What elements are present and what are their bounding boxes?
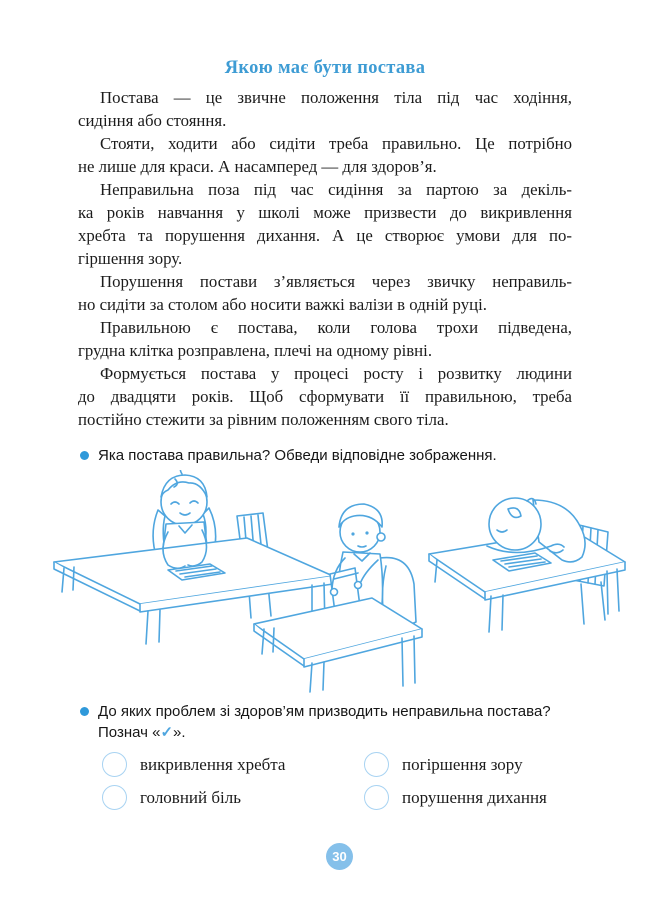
option-label: порушення дихання [402,787,547,807]
illustration-boy-standing[interactable] [250,496,428,696]
paragraph [78,132,572,178]
paragraph [78,86,572,132]
checkbox-circle[interactable] [102,785,127,810]
bullet-icon [80,707,89,716]
text-line: постійно стежити за рівним положенням свого тіла. [78,410,449,429]
checkbox-circle[interactable] [102,752,127,777]
paragraph [78,270,572,316]
text-line: Постава — це звичне положення тіла під час ходіння, [100,88,572,107]
task-mark-health-problems [80,701,576,743]
paragraph [78,362,572,431]
text-line: Стояти, ходити або сидіти треба правильно. Це потрібно [100,134,572,153]
text-line: Правильною є постава, коли голова трохи підведена, [100,318,572,337]
text-line: гіршення зору. [78,249,183,268]
option-label: головний біль [140,787,241,807]
text-line: Формується постава у процесі росту і розвитку людини [100,364,572,383]
paragraph [78,178,572,270]
task2-instruction [98,722,551,743]
task2-question: До яких проблем зі здоров’ям призводить неправильна постава? [98,703,551,720]
page-number-badge: 30 [326,843,353,870]
answer-options [102,752,574,810]
option-label: викривлення хребта [140,754,286,774]
text-line: ка років навчання у школі може призвести до викривлення [78,203,572,222]
article-text [78,86,572,431]
instruction-prefix: Познач « [98,724,161,741]
posture-illustrations [40,468,625,706]
text-line: Неправильна поза під час сидіння за партою за декіль- [100,180,572,199]
text-line: Порушення постави з’являється через звичку неправиль- [100,272,572,291]
check-icon: ✓ [160,724,174,741]
text-line: не лише для краси. А насамперед — для здоров’я. [78,157,437,176]
paragraph [78,316,572,362]
text-line: хребта та порушення дихання. А це створює умови для по- [78,226,572,245]
task2-text [98,701,551,743]
instruction-suffix: ». [173,724,186,741]
text-line: до двадцяти років. Щоб сформувати її правильною, треба [78,387,572,406]
checkbox-circle[interactable] [364,785,389,810]
page-title: Якою має бути постава [224,58,426,78]
option-vision-deterioration[interactable] [364,752,574,777]
text-line: но сидіти за столом або носити важкі валізи в одній руці. [78,295,487,314]
text-line: сидіння або стояння. [78,111,227,130]
option-label: погіршення зору [402,754,523,774]
checkbox-circle[interactable] [364,752,389,777]
option-breathing-disorder[interactable] [364,785,574,810]
illustration-child-slouching[interactable] [423,484,628,662]
text-line: грудна клітка розправлена, плечі на одному рівні. [78,341,433,360]
bullet-icon [80,451,89,460]
option-spine-curvature[interactable] [102,752,364,777]
task1-question: Яка постава правильна? Обведи відповідне зображення. [98,447,497,464]
option-headache[interactable] [102,785,364,810]
task-circle-correct-posture [80,445,576,466]
